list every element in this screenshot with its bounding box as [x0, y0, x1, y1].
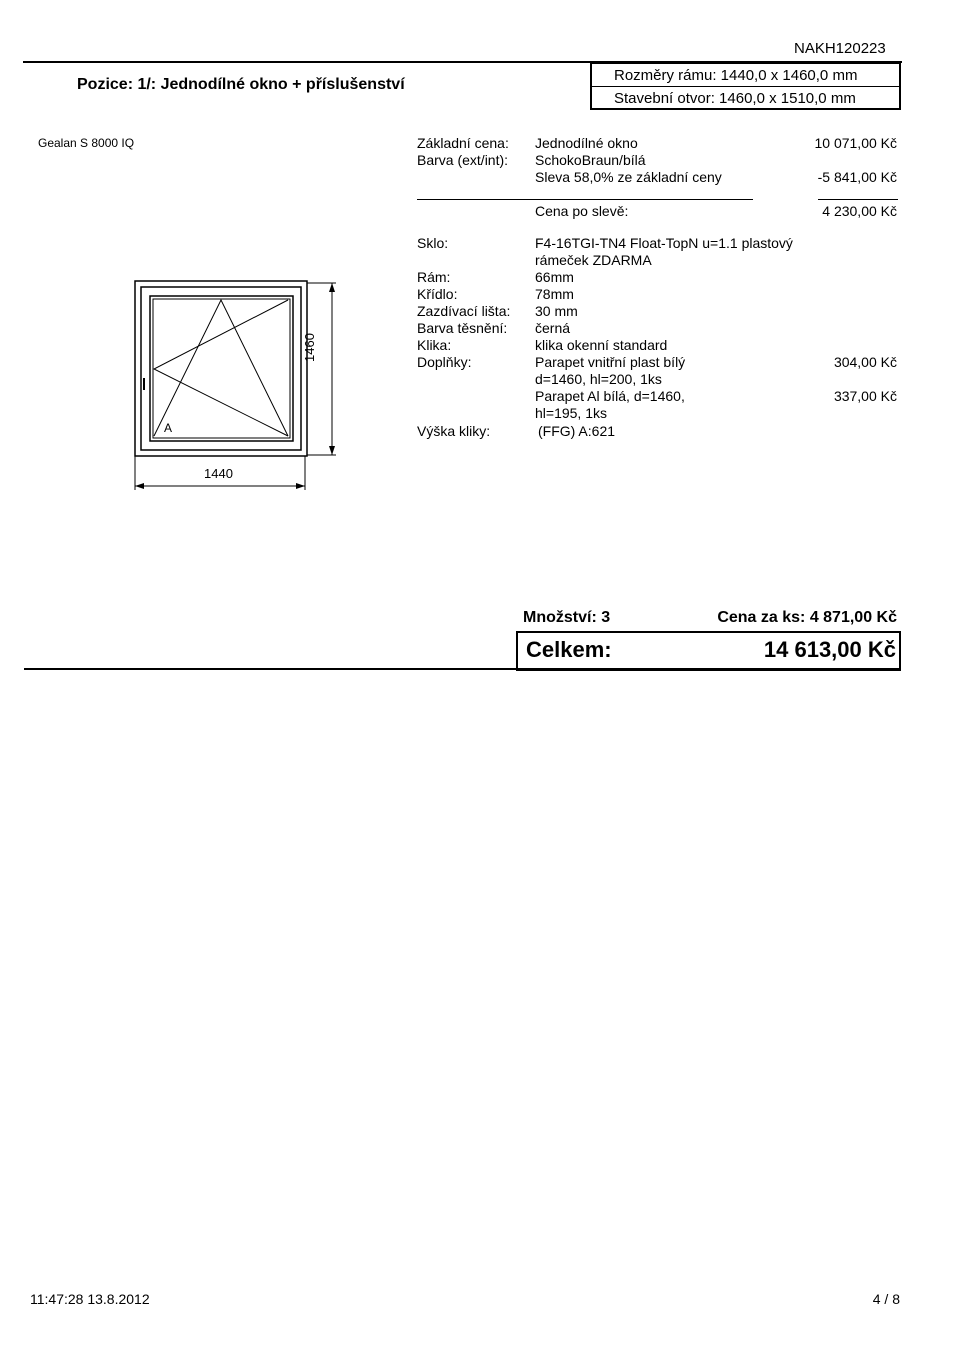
spec-value: klika okenní standard	[535, 337, 668, 353]
total-label: Celkem:	[526, 637, 612, 662]
height-dimension-label: 1460	[302, 333, 317, 362]
spec-label: Sklo:	[417, 235, 449, 251]
discount-rule	[417, 199, 753, 200]
document-ref: NAKH120223	[794, 40, 886, 57]
spec-label: Klika:	[417, 337, 452, 353]
unit-price: Cena za ks: 4 871,00 Kč	[717, 609, 897, 626]
opening-triangle-tilt	[154, 300, 288, 436]
footer-page: 4 / 8	[872, 1291, 900, 1307]
spec-value: d=1460, hl=200, 1ks	[535, 371, 662, 387]
pricing-value: SchokoBraun/bílá	[535, 152, 646, 168]
footer-timestamp: 11:47:28 13.8.2012	[30, 1291, 150, 1307]
spec-value: 30 mm	[535, 303, 578, 319]
pricing-price: -5 841,00 Kč	[817, 169, 897, 185]
spec-value: Parapet Al bílá, d=1460,	[535, 388, 685, 404]
frame-dimensions: Rozměry rámu: 1440,0 x 1460,0 mm	[614, 67, 858, 84]
width-arrow-right	[296, 483, 305, 489]
pricing-label: Základní cena:	[417, 135, 509, 151]
spec-value: (FFG) A:621	[538, 423, 616, 439]
position-title: Pozice: 1/: Jednodílné okno + příslušenství	[77, 76, 405, 93]
product-system: Gealan S 8000 IQ	[38, 136, 135, 150]
spec-price: 304,00 Kč	[833, 354, 897, 370]
opening-triangle-turn	[154, 300, 288, 436]
after-discount-price: 4 230,00 Kč	[822, 203, 897, 219]
sash-label: A	[164, 421, 173, 435]
dimensions-divider	[590, 86, 901, 87]
pricing-value: Sleva 58,0% ze základní ceny	[535, 169, 722, 185]
total-value: 14 613,00 Kč	[763, 637, 896, 662]
total-rule	[24, 668, 900, 670]
quantity: Množství: 3	[523, 609, 611, 626]
spec-value: 66mm	[535, 269, 574, 285]
discount-rule-right	[818, 199, 898, 200]
spec-label: Barva těsnění:	[417, 320, 508, 336]
spec-label: Doplňky:	[417, 354, 472, 370]
outer-frame	[135, 281, 307, 456]
spec-value: 78mm	[535, 286, 574, 302]
width-dimension-label: 1440	[204, 466, 233, 481]
glass	[153, 299, 290, 438]
handle-mark	[143, 378, 145, 390]
spec-label: Výška kliky:	[417, 423, 491, 439]
spec-value: rámeček ZDARMA	[535, 252, 652, 268]
spec-label: Křídlo:	[417, 286, 458, 302]
sash-frame	[150, 296, 293, 441]
spec-value: hl=195, 1ks	[535, 405, 607, 421]
spec-label: Zazdívací lišta:	[417, 303, 511, 319]
pricing-value: Jednodílné okno	[535, 135, 638, 151]
height-arrow-bottom	[329, 446, 335, 455]
spec-value: Parapet vnitřní plast bílý	[535, 354, 686, 370]
spec-value: černá	[535, 320, 571, 336]
pricing-price: 10 071,00 Kč	[814, 135, 897, 151]
width-arrow-left	[135, 483, 144, 489]
spec-price: 337,00 Kč	[833, 388, 897, 404]
spec-label: Rám:	[417, 269, 451, 285]
after-discount-label: Cena po slevě:	[535, 203, 629, 219]
pricing-label: Barva (ext/int):	[417, 152, 509, 168]
height-arrow-top	[329, 283, 335, 292]
opening-dimensions: Stavební otvor: 1460,0 x 1510,0 mm	[614, 90, 856, 107]
spec-value: F4-16TGI-TN4 Float-TopN u=1.1 plastový	[535, 235, 793, 251]
